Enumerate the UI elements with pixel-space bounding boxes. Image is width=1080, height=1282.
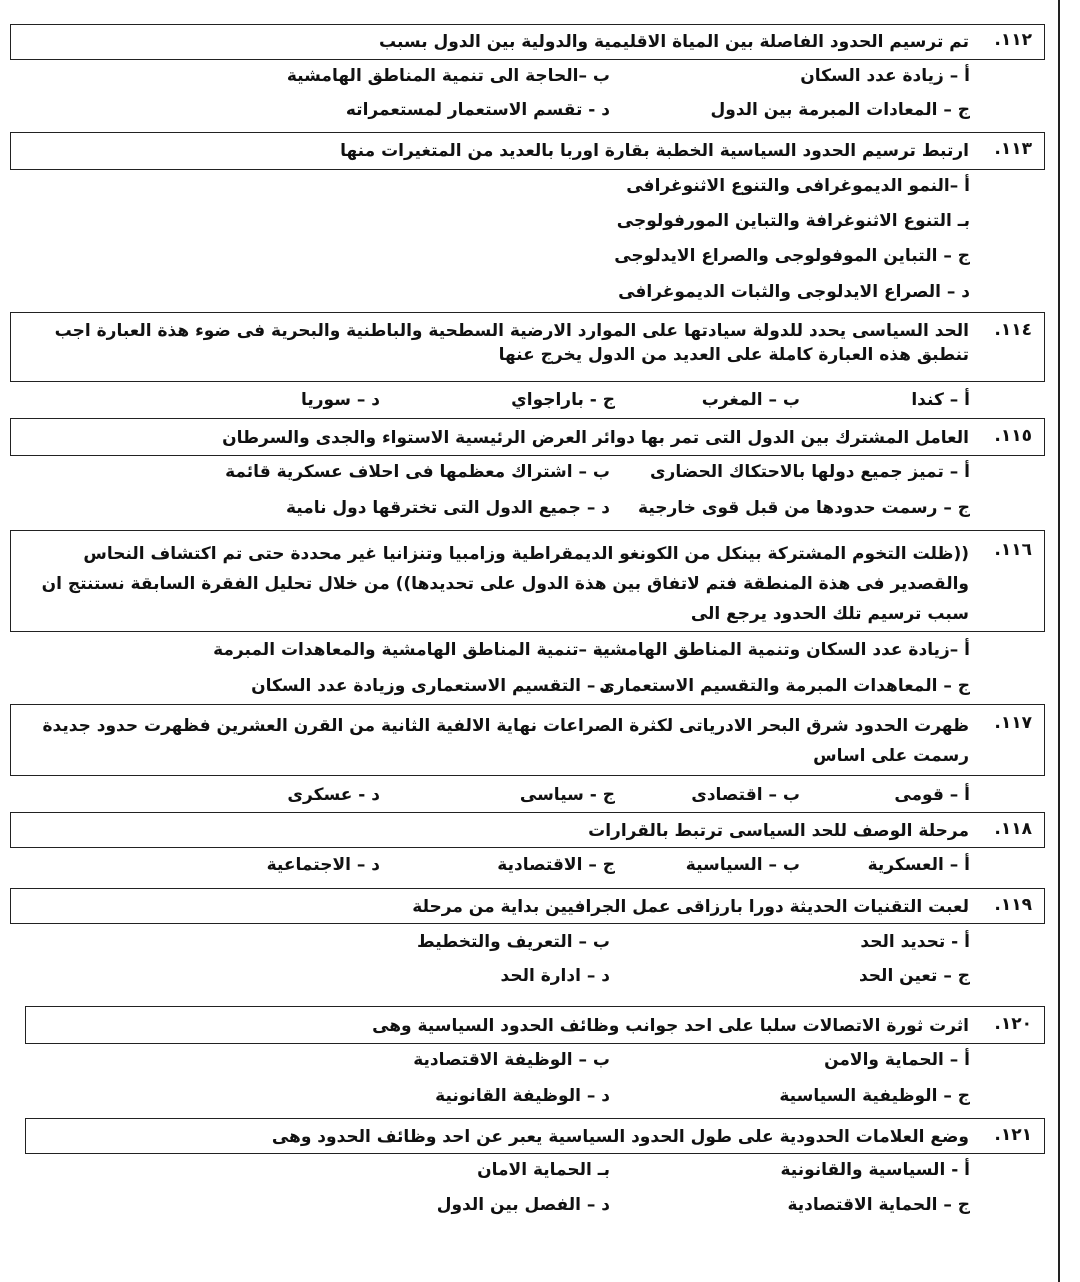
option-d[interactable]: د – التقسيم الاستعمارى وزيادة عدد السكان xyxy=(251,676,610,696)
option-a[interactable]: أ –زيادة عدد السكان وتنمية المناطق الهامشية xyxy=(592,640,970,660)
option-a[interactable]: أ – العسكرية xyxy=(867,855,970,875)
question-121-box xyxy=(25,1118,1045,1154)
option-b[interactable]: بـ التنوع الاثنوغرافة والتباين المورفولوجى xyxy=(616,211,970,231)
question-number: ١١٥. xyxy=(994,426,1032,446)
question-116-box xyxy=(10,530,1045,632)
question-number: ١١٨. xyxy=(994,819,1032,839)
question-stem: ((ظلت التخوم المشتركة بينكل من الكونغو الديمقراطية وزامبيا وتنزانيا غير محددة حتى تم اكتشاف النحاس والقصدير فى هذة المنطقة فتم لاتفاق بين هذة الدول على تحديدها)) من خلال تحليل الفقرة السابقة نستنتج ان سبب ترسيم تلك الحدود يرجع الى xyxy=(41,544,969,624)
question-stem: لعبت التقنيات الحديثة دورا بارزاقى عمل الجرافيين بداية من مرحلة xyxy=(412,897,969,917)
option-b[interactable]: ب – اشتراك معظمها فى احلاف عسكرية قائمة xyxy=(225,462,610,482)
option-d[interactable]: د - عسكرى xyxy=(287,785,380,805)
option-a[interactable]: أ – كندا xyxy=(911,390,970,410)
question-stem: مرحلة الوصف للحد السياسى ترتبط بالقرارات xyxy=(588,821,969,841)
option-a[interactable]: أ –النمو الديموغرافى والتنوع الاثنوغرافى xyxy=(626,176,970,196)
option-c[interactable]: ج – التباين الموفولوجى والصراع الايدلوجى xyxy=(614,246,970,266)
option-d[interactable]: د – جميع الدول التى تخترقها دول نامية xyxy=(285,498,610,518)
option-d[interactable]: د – الصراع الايدلوجى والثبات الديموغرافى xyxy=(618,282,970,302)
question-number: ١١٢. xyxy=(994,30,1032,50)
question-number: ١٢٠. xyxy=(994,1014,1032,1034)
option-a[interactable]: أ - تحديد الحد xyxy=(860,932,970,952)
option-c[interactable]: ج – الاقتصادية xyxy=(497,855,615,875)
question-120-box xyxy=(25,1006,1045,1044)
option-b[interactable]: ب –تنمية المناطق الهامشية والمعاهدات المبرمة xyxy=(213,640,610,660)
option-d[interactable]: د – الفصل بين الدول xyxy=(436,1195,610,1215)
option-b[interactable]: ب – التعريف والتخطيط xyxy=(417,932,610,952)
option-b[interactable]: ب – اقتصادى xyxy=(691,785,800,805)
option-b[interactable]: ب –الحاجة الى تنمية المناطق الهامشية xyxy=(286,66,610,86)
option-a[interactable]: أ – الحماية والامن xyxy=(824,1050,970,1070)
question-119-box xyxy=(10,888,1045,924)
option-d[interactable]: د - تقسم الاستعمار لمستعمراته xyxy=(345,100,610,120)
option-c[interactable]: ج – المعاهدات المبرمة والتقسيم الاستعمارى xyxy=(599,676,970,696)
question-number: ١١٤. xyxy=(994,320,1032,340)
question-number: ١١٩. xyxy=(994,895,1032,915)
option-c[interactable]: ج – الحماية الاقتصادية xyxy=(787,1195,970,1215)
question-stem: الحد السياسى يحدد للدولة سيادتها على الموارد الارضية السطحية والباطنية والبحرية فى ضوء هذة العبارة اجب تنطبق هذه العبارة كاملة على العديد من الدول يخرج عنها xyxy=(54,321,969,365)
question-stem: ارتبط ترسيم الحدود السياسية الخطبة بقارة اوربا بالعديد من المتغيرات منها xyxy=(340,141,969,161)
question-115-box xyxy=(10,418,1045,456)
option-c[interactable]: ج – الوظيفية السياسية xyxy=(779,1086,970,1106)
option-a[interactable]: أ – زيادة عدد السكان xyxy=(800,66,970,86)
question-stem: تم ترسيم الحدود الفاصلة بين المياة الاقليمية والدولية بين الدول بسبب xyxy=(378,32,969,52)
option-b[interactable]: ب – الوظيفة الاقتصادية xyxy=(413,1050,610,1070)
question-stem: اثرت ثورة الاتصالات سلبا على احد جوانب وظائف الحدود السياسية وهى xyxy=(372,1016,969,1036)
option-b[interactable]: بـ الحماية الامان xyxy=(477,1160,610,1180)
question-113-box xyxy=(10,132,1045,170)
question-114-box xyxy=(10,312,1045,382)
question-stem: وضع العلامات الحدودية على طول الحدود السياسية يعبر عن احد وظائف الحدود وهى xyxy=(271,1127,969,1147)
option-d[interactable]: د – الاجتماعية xyxy=(266,855,380,875)
option-d[interactable]: د – ادارة الحد xyxy=(500,966,610,986)
question-number: ١٢١. xyxy=(994,1125,1032,1145)
question-number: ١١٧. xyxy=(994,713,1032,733)
question-number: ١١٣. xyxy=(994,139,1032,159)
question-118-box xyxy=(10,812,1045,848)
option-c[interactable]: ج – تعين الحد xyxy=(858,966,970,986)
option-b[interactable]: ب – المغرب xyxy=(701,390,800,410)
question-stem: ظهرت الحدود شرق البحر الادرياتى لكثرة الصراعات نهاية الالفية الثانية من القرن العشرين فظهرت حدود جديدة رسمت على اساس xyxy=(42,716,969,766)
option-c[interactable]: ج - سياسى xyxy=(519,785,615,805)
option-b[interactable]: ب – السياسية xyxy=(685,855,800,875)
option-d[interactable]: د – الوظيفة القانونية xyxy=(435,1086,610,1106)
question-number: ١١٦. xyxy=(994,540,1032,560)
option-a[interactable]: أ – قومى xyxy=(894,785,970,805)
question-117-box xyxy=(10,704,1045,776)
option-c[interactable]: ج - باراجواي xyxy=(511,390,615,410)
question-stem: العامل المشترك بين الدول التى تمر بها دوائر العرض الرئيسية الاستواء والجدى والسرطان xyxy=(222,428,969,448)
option-c[interactable]: ج – رسمت حدودها من قبل قوى خارجية xyxy=(638,498,970,518)
option-d[interactable]: د – سوريا xyxy=(301,390,380,410)
page-edge-line xyxy=(1058,0,1060,1282)
option-c[interactable]: ج – المعادات المبرمة بين الدول xyxy=(710,100,970,120)
question-112-box xyxy=(10,24,1045,60)
option-a[interactable]: أ - السياسية والقانونية xyxy=(780,1160,970,1180)
option-a[interactable]: أ – تميز جميع دولها بالاحتكاك الحضارى xyxy=(649,462,970,482)
